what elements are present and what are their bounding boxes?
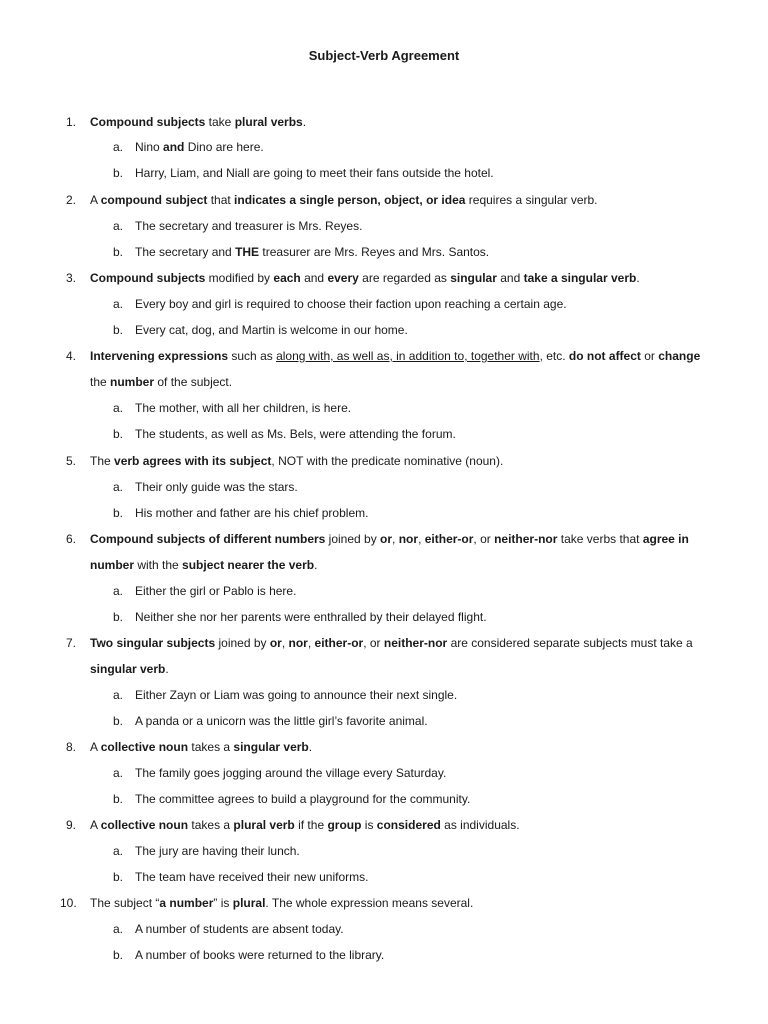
text-run: A number of books were returned to the library.: [135, 948, 385, 962]
bold-text: Compound subjects of different numbers: [90, 532, 326, 546]
example-item: [113, 687, 735, 703]
text-run: The committee agrees to build a playground for the community.: [135, 792, 471, 806]
text-run: , or: [473, 532, 495, 546]
rule-continuation: [90, 374, 740, 390]
example-letter: b.: [113, 610, 124, 624]
text-run: ,: [392, 532, 399, 546]
text-run: The team have received their new uniforms.: [135, 870, 369, 884]
text-run: joined by: [215, 636, 270, 650]
text-run: A: [90, 818, 101, 832]
example-letter: a.: [113, 480, 124, 494]
text-run: The secretary and: [135, 245, 236, 259]
rule-number: 10.: [60, 896, 77, 910]
text-run: The: [90, 454, 115, 468]
bold-text: Compound subjects: [90, 115, 206, 129]
bold-text: singular verb: [233, 740, 309, 754]
text-run: ” is: [213, 896, 233, 910]
rule-item: [66, 739, 740, 755]
bold-text: collective noun: [100, 740, 189, 754]
rule-item: [66, 531, 740, 547]
text-run: ,: [418, 532, 425, 546]
rule-item: [66, 348, 740, 364]
bold-text: nor: [288, 636, 308, 650]
text-run: Every cat, dog, and Martin is welcome in our home.: [135, 323, 408, 337]
example-letter: a.: [113, 401, 124, 415]
text-run: Their only guide was the stars.: [135, 480, 298, 494]
example-item: [113, 296, 735, 312]
text-run: that: [207, 193, 235, 207]
text-run: if the: [294, 818, 328, 832]
example-letter: b.: [113, 870, 124, 884]
rule-continuation: [90, 661, 740, 677]
example-item: [113, 218, 735, 234]
text-run: , NOT with the predicate nominative (noun).: [271, 454, 504, 468]
bold-text: or: [380, 532, 393, 546]
example-letter: b.: [113, 323, 124, 337]
example-letter: b.: [113, 166, 124, 180]
example-letter: a.: [113, 844, 124, 858]
example-item: [113, 426, 735, 442]
bold-text: group: [327, 818, 362, 832]
bold-text: a number: [159, 896, 214, 910]
bold-text: agree in: [642, 532, 689, 546]
bold-text: subject nearer the verb: [182, 558, 315, 572]
rule-item: [66, 635, 740, 651]
rule-item: [66, 453, 740, 469]
text-run: Every boy and girl is required to choose their faction upon reaching a certain age.: [135, 297, 567, 311]
text-run: treasurer are Mrs. Reyes and Mrs. Santos.: [259, 245, 490, 259]
bold-text: singular: [450, 271, 497, 285]
rule-number: 5.: [66, 454, 77, 468]
example-letter: a.: [113, 140, 124, 154]
bold-text: either-or: [314, 636, 364, 650]
text-run: take: [205, 115, 235, 129]
text-run: .: [636, 271, 640, 285]
text-run: are considered separate subjects must take a: [447, 636, 693, 650]
bold-text: every: [327, 271, 359, 285]
example-letter: a.: [113, 766, 124, 780]
bold-text: do not affect: [568, 349, 641, 363]
text-run: . The whole expression means several.: [265, 896, 474, 910]
text-run: joined by: [325, 532, 381, 546]
example-letter: b.: [113, 948, 124, 962]
example-letter: b.: [113, 427, 124, 441]
text-run: and: [496, 271, 524, 285]
example-item: [113, 505, 735, 521]
example-item: [113, 400, 735, 416]
text-run: takes a: [188, 740, 234, 754]
rule-item: [66, 270, 740, 286]
bold-text: each: [273, 271, 301, 285]
text-run: such as: [228, 349, 277, 363]
bold-text: neither-nor: [494, 532, 558, 546]
rule-number: 9.: [66, 818, 77, 832]
example-letter: a.: [113, 219, 124, 233]
example-letter: b.: [113, 792, 124, 806]
text-run: and: [300, 271, 328, 285]
text-run: The jury are having their lunch.: [135, 844, 300, 858]
bold-text: singular verb: [90, 662, 166, 676]
example-item: [113, 165, 735, 181]
rule-number: 7.: [66, 636, 77, 650]
text-run: as individuals.: [440, 818, 520, 832]
bold-text: take a singular verb: [523, 271, 637, 285]
bold-text: collective noun: [100, 818, 189, 832]
example-item: [113, 713, 735, 729]
rule-item: [66, 114, 740, 130]
text-run: or: [640, 349, 659, 363]
example-letter: a.: [113, 922, 124, 936]
text-run: The family goes jogging around the village every Saturday.: [135, 766, 447, 780]
text-run: The secretary and treasurer is Mrs. Reyes.: [135, 219, 363, 233]
example-letter: a.: [113, 688, 124, 702]
bold-text: nor: [398, 532, 419, 546]
example-item: [113, 609, 735, 625]
example-item: [113, 843, 735, 859]
bold-text: neither-nor: [383, 636, 448, 650]
bold-text: plural verb: [233, 818, 295, 832]
bold-text: change: [658, 349, 701, 363]
example-letter: a.: [113, 584, 124, 598]
rule-number: 1.: [66, 115, 77, 129]
text-run: A panda or a unicorn was the little girl’s favorite animal.: [135, 714, 428, 728]
rule-number: 2.: [66, 193, 77, 207]
text-run: Nino: [135, 140, 164, 154]
rule-number: 8.: [66, 740, 77, 754]
rule-item: [66, 192, 740, 208]
text-run: requires a singular verb.: [465, 193, 598, 207]
underlined-text: along with, as well as, in addition to, together with: [276, 349, 540, 363]
text-run: .: [302, 115, 307, 129]
example-item: [113, 139, 735, 155]
example-letter: b.: [113, 245, 124, 259]
text-run: Dino are here.: [184, 140, 264, 154]
bold-text: verb agrees with its subject: [114, 454, 272, 468]
rule-continuation: [90, 557, 740, 573]
bold-text: THE: [235, 245, 260, 259]
text-run: is: [361, 818, 377, 832]
example-item: [113, 322, 735, 338]
text-run: , etc.: [539, 349, 569, 363]
text-run: Harry, Liam, and Niall are going to meet their fans outside the hotel.: [135, 166, 494, 180]
bold-text: or: [269, 636, 282, 650]
text-run: His mother and father are his chief problem.: [135, 506, 369, 520]
text-run: .: [308, 740, 313, 754]
bold-text: Compound subjects: [90, 271, 206, 285]
bold-text: number: [90, 558, 135, 572]
rule-item: [66, 817, 740, 833]
example-item: [113, 947, 735, 963]
text-run: The students, as well as Ms. Bels, were attending the forum.: [135, 427, 456, 441]
example-item: [113, 921, 735, 937]
bold-text: number: [110, 375, 155, 389]
bold-text: either-or: [424, 532, 474, 546]
bold-text: plural: [232, 896, 266, 910]
bold-text: indicates a single person, object, or idea: [234, 193, 466, 207]
bold-text: Intervening expressions: [90, 349, 229, 363]
text-run: of the subject.: [154, 375, 233, 389]
text-run: Either Zayn or Liam was going to announce their next single.: [135, 688, 458, 702]
text-run: ,: [281, 636, 289, 650]
example-item: [113, 791, 735, 807]
bold-text: plural verbs: [234, 115, 303, 129]
text-run: .: [165, 662, 169, 676]
text-run: The subject “: [90, 896, 160, 910]
bold-text: compound subject: [100, 193, 208, 207]
text-run: .: [314, 558, 318, 572]
example-item: [113, 765, 735, 781]
rule-number: 6.: [66, 532, 77, 546]
rule-item: [60, 895, 740, 911]
text-run: takes a: [188, 818, 234, 832]
page-title: Subject-Verb Agreement: [308, 48, 460, 63]
bold-text: considered: [376, 818, 441, 832]
text-run: A: [90, 193, 101, 207]
bold-text: Two singular subjects: [90, 636, 216, 650]
text-run: A: [90, 740, 101, 754]
rule-number: 3.: [66, 271, 77, 285]
example-letter: a.: [113, 297, 124, 311]
text-run: Neither she nor her parents were enthralled by their delayed flight.: [135, 610, 487, 624]
text-run: Either the girl or Pablo is here.: [135, 584, 297, 598]
rule-number: 4.: [66, 349, 77, 363]
text-run: take verbs that: [557, 532, 643, 546]
text-run: are regarded as: [358, 271, 451, 285]
text-run: ,: [307, 636, 315, 650]
example-item: [113, 583, 735, 599]
text-run: A number of students are absent today.: [135, 922, 344, 936]
text-run: modified by: [205, 271, 274, 285]
text-run: with the: [134, 558, 183, 572]
text-run: The mother, with all her children, is here.: [135, 401, 352, 415]
example-item: [113, 869, 735, 885]
text-run: , or: [363, 636, 384, 650]
example-item: [113, 479, 735, 495]
text-run: the: [90, 375, 111, 389]
example-letter: b.: [113, 714, 124, 728]
example-letter: b.: [113, 506, 124, 520]
bold-text: and: [163, 140, 185, 154]
example-item: [113, 244, 735, 260]
